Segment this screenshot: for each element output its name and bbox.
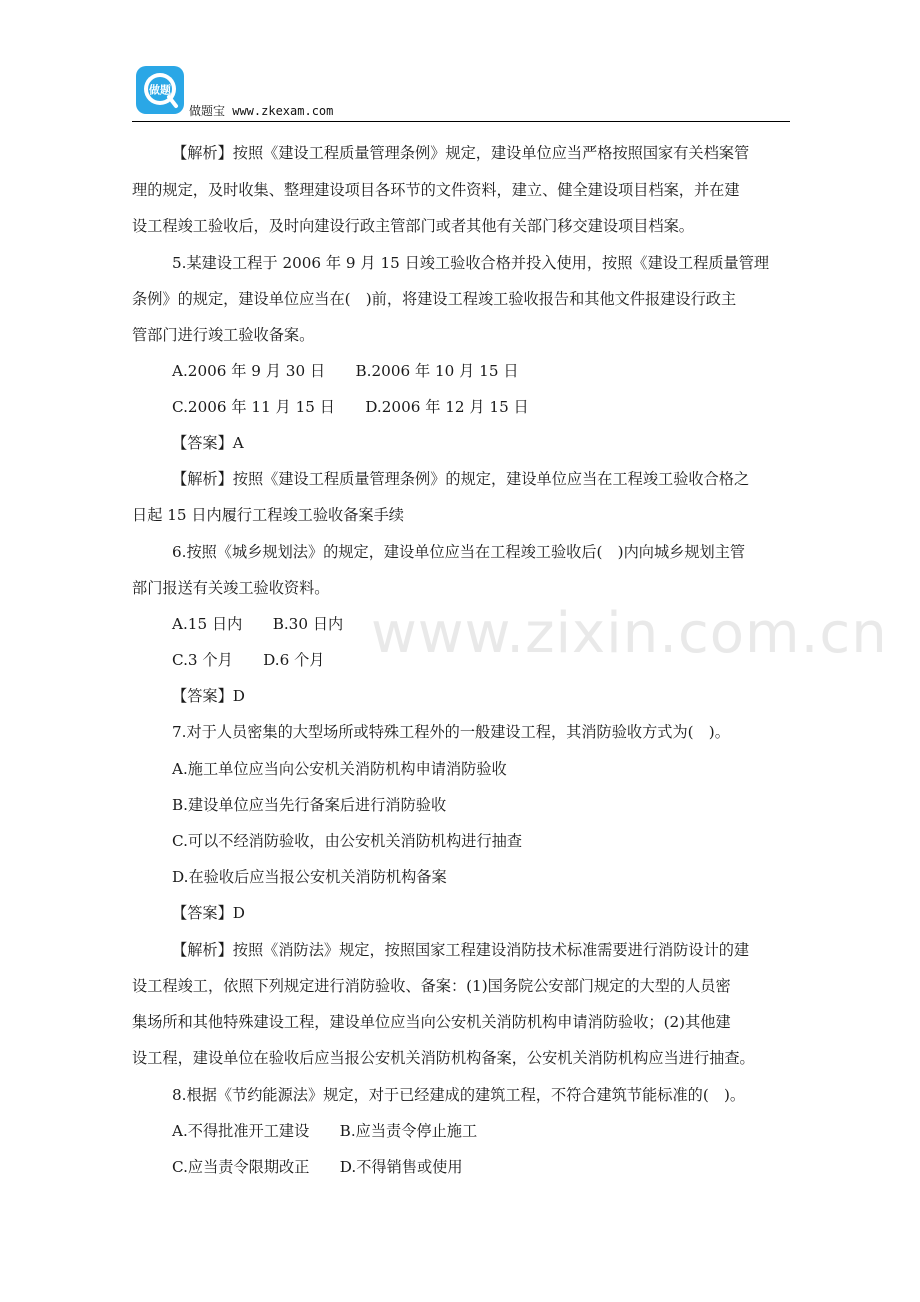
text-line: 部门报送有关竣工验收资料。	[132, 579, 330, 597]
logo-text: 做题	[149, 83, 171, 97]
answer-line: 【答案】D	[172, 687, 245, 705]
text-line: 理的规定，及时收集、整理建设项目各环节的文件资料，建立、健全建设项目档案，并在建	[132, 181, 740, 199]
text-line: 条例》的规定，建设单位应当在( )前，将建设工程竣工验收报告和其他文件报建设行政主	[132, 290, 737, 308]
option-line: A.15 日内 B.30 日内	[172, 615, 344, 633]
header-divider	[132, 121, 790, 122]
text-line: 【解析】按照《消防法》规定，按照国家工程建设消防技术标准需要进行消防设计的建	[172, 941, 750, 959]
question-7: 7.对于人员密集的大型场所或特殊工程外的一般建设工程，其消防验收方式为( )。	[172, 723, 730, 741]
option-line: A.施工单位应当向公安机关消防机构申请消防验收	[172, 760, 507, 778]
option-line: A.2006 年 9 月 30 日 B.2006 年 10 月 15 日	[172, 362, 519, 380]
page-header	[132, 62, 790, 122]
option-line: D.在验收后应当报公安机关消防机构备案	[172, 868, 447, 886]
option-line: C.3 个月 D.6 个月	[172, 651, 325, 669]
text-line: 设工程，建设单位在验收后应当报公安机关消防机构备案，公安机关消防机构应当进行抽查。	[132, 1049, 755, 1067]
option-line: C.可以不经消防验收，由公安机关消防机构进行抽查	[172, 832, 523, 850]
option-line: C.应当责令限期改正 D.不得销售或使用	[172, 1158, 463, 1176]
text-line: 【解析】按照《建设工程质量管理条例》的规定，建设单位应当在工程竣工验收合格之	[172, 470, 750, 488]
site-name: 做题宝 www.zkexam.com	[189, 104, 334, 118]
text-line: 【解析】按照《建设工程质量管理条例》规定，建设单位应当严格按照国家有关档案管	[172, 144, 750, 162]
answer-line: 【答案】A	[172, 434, 244, 452]
text-line: 设工程竣工验收后，及时向建设行政主管部门或者其他有关部门移交建设项目档案。	[132, 217, 694, 235]
option-line: C.2006 年 11 月 15 日 D.2006 年 12 月 15 日	[172, 398, 529, 416]
option-line: A.不得批准开工建设 B.应当责令停止施工	[172, 1122, 478, 1140]
watermark: www.zixin.com.cn	[371, 601, 888, 666]
answer-line: 【答案】D	[172, 904, 245, 922]
question-6: 6.按照《城乡规划法》的规定，建设单位应当在工程竣工验收后( )内向城乡规划主管	[172, 543, 746, 561]
option-line: B.建设单位应当先行备案后进行消防验收	[172, 796, 447, 814]
text-line: 集场所和其他特殊建设工程，建设单位应当向公安机关消防机构申请消防验收；(2)其他建	[132, 1013, 731, 1031]
question-8: 8.根据《节约能源法》规定，对于已经建成的建筑工程，不符合建筑节能标准的( )。	[172, 1086, 746, 1104]
text-line: 管部门进行竣工验收备案。	[132, 326, 315, 344]
text-line: 日起 15 日内履行工程竣工验收备案手续	[132, 506, 404, 524]
question-5: 5.某建设工程于 2006 年 9 月 15 日竣工验收合格并投入使用，按照《建设工程质量管理	[172, 254, 770, 272]
text-line: 设工程竣工，依照下列规定进行消防验收、备案：(1)国务院公安部门规定的大型的人员密	[132, 977, 731, 995]
zkexam-logo-icon	[136, 66, 184, 114]
